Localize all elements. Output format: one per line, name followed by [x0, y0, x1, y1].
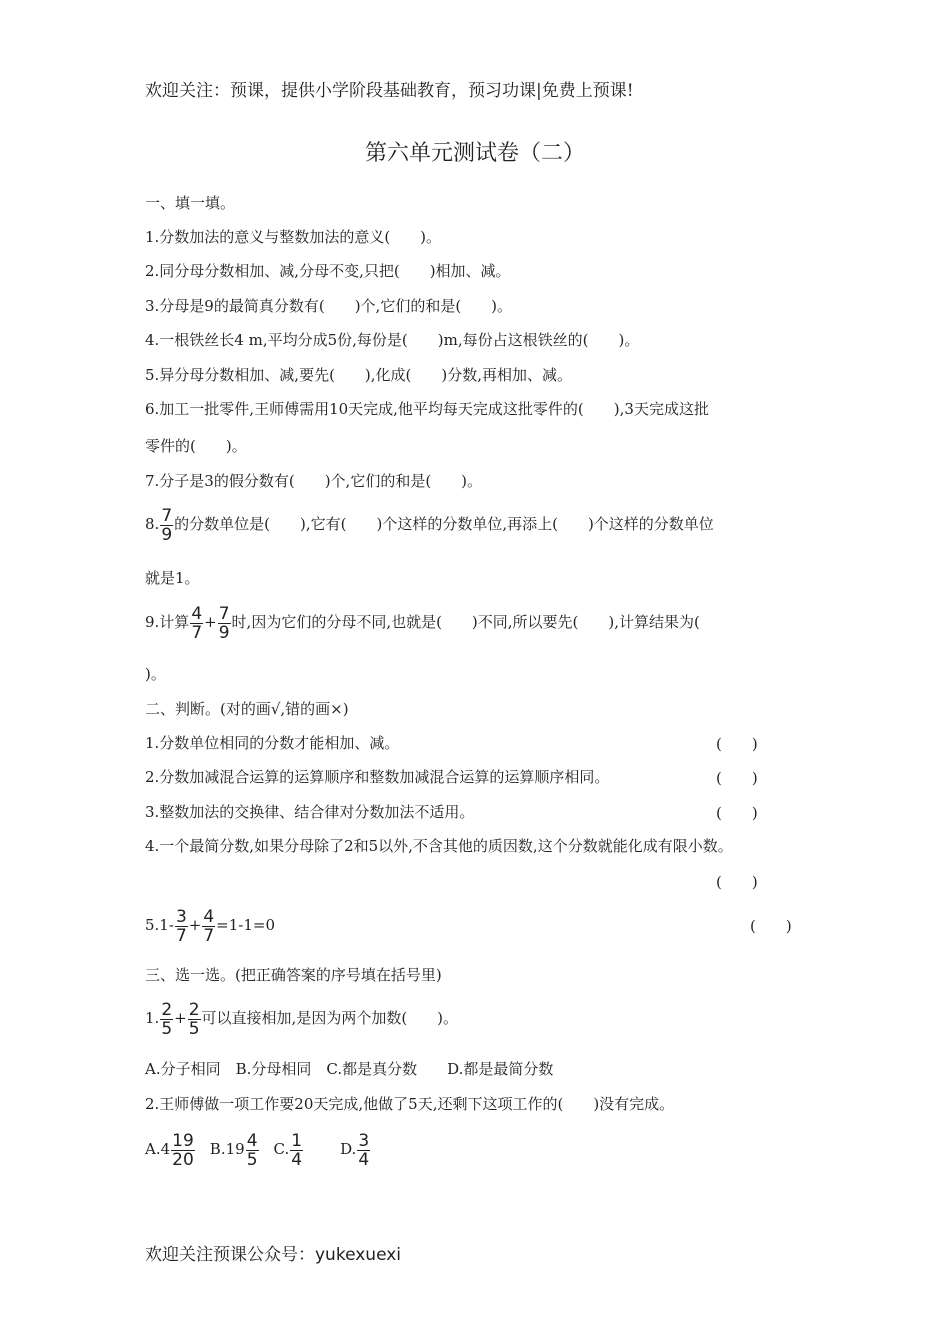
fraction-numerator: 4 [191, 603, 203, 624]
section2-heading: 二、判断。(对的画√,错的画×) [145, 700, 349, 718]
fraction-numerator: 19 [172, 1130, 194, 1151]
option-a-label: A.4 [145, 1140, 171, 1158]
fraction-numerator: 2 [161, 999, 173, 1020]
q9-rest: 时,因为它们的分母不同,也就是( )不同,所以要先( ),计算结果为( [231, 613, 700, 631]
answer-paren: ( ) [716, 873, 758, 891]
question-1-2: 2.同分母分数相加、减,分母不变,只把( )相加、减。 [145, 262, 511, 280]
fraction-numerator: 4 [203, 906, 215, 927]
question-1-3: 3.分母是9的最简真分数有( )个,它们的和是( )。 [145, 297, 513, 315]
section3-heading: 三、选一选。(把正确答案的序号填在括号里) [145, 966, 442, 984]
judge-1: 1.分数单位相同的分数才能相加、减。 [145, 734, 400, 752]
fraction-numerator: 4 [246, 1130, 258, 1151]
fraction-numerator: 7 [218, 603, 230, 624]
judge-5 [145, 905, 275, 945]
fraction-numerator: 2 [188, 999, 200, 1020]
fraction [218, 605, 231, 642]
question-1-8 [145, 505, 714, 544]
page-header: 欢迎关注：预课，提供小学阶段基础教育，预习功课|免费上预课! [145, 81, 634, 101]
judge-2: 2.分数加减混合运算的运算顺序和整数加减混合运算的运算顺序相同。 [145, 768, 610, 786]
c1-rest: 可以直接相加,是因为两个加数( )。 [201, 1009, 459, 1027]
fraction-numerator: 1 [291, 1130, 303, 1151]
question-1-6b: 零件的( )。 [145, 437, 247, 455]
fraction [160, 507, 173, 544]
fraction [190, 605, 203, 642]
option-b-label: B.19 [209, 1140, 245, 1158]
answer-paren: ( ) [716, 804, 758, 822]
fraction-denominator: 20 [172, 1149, 194, 1170]
question-1-5: 5.异分母分数相加、减,要先( ),化成( )分数,再相加、减。 [145, 366, 573, 384]
fraction-denominator: 4 [291, 1149, 303, 1170]
q8-rest: 的分数单位是( ),它有( )个这样的分数单位,再添上( )个这样的分数单位 [174, 515, 714, 533]
fraction [357, 1132, 370, 1169]
j5-prefix: 5.1- [145, 916, 174, 934]
fraction [188, 1001, 201, 1038]
question-1-9 [145, 603, 700, 642]
fraction-denominator: 7 [203, 925, 215, 946]
question-1-8b: 就是1。 [145, 569, 200, 587]
fraction-denominator: 4 [358, 1149, 370, 1170]
question-1-1: 1.分数加法的意义与整数加法的意义( )。 [145, 228, 442, 246]
fraction-numerator: 3 [358, 1130, 370, 1151]
fraction-denominator: 5 [246, 1149, 258, 1170]
plus-sign: + [204, 613, 217, 631]
fraction-denominator: 5 [188, 1018, 200, 1039]
c1-prefix: 1. [145, 1009, 160, 1027]
option-d-label: D. [340, 1140, 357, 1158]
fraction-denominator: 9 [161, 524, 173, 545]
question-1-6a: 6.加工一批零件,王师傅需用10天完成,他平均每天完成这批零件的( ),3天完成这批 [145, 400, 709, 418]
fraction-denominator: 5 [161, 1018, 173, 1039]
option-c-label: C. [273, 1140, 290, 1158]
fraction-denominator: 7 [191, 622, 203, 643]
question-1-7: 7.分子是3的假分数有( )个,它们的和是( )。 [145, 472, 483, 490]
fraction [202, 908, 215, 945]
fraction [171, 1132, 195, 1169]
answer-paren: ( ) [716, 735, 758, 753]
answer-paren: ( ) [750, 917, 792, 935]
question-1-9b: )。 [145, 665, 166, 683]
page-footer: 欢迎关注预课公众号：yukexuexi [145, 1245, 402, 1265]
choice-2: 2.王师傅做一项工作要20天完成,他做了5天,还剩下这项工作的( )没有完成。 [145, 1095, 675, 1113]
judge-4: 4.一个最简分数,如果分母除了2和5以外,不含其他的质因数,这个分数就能化成有限小数。 [145, 837, 733, 855]
fraction-numerator: 7 [161, 505, 173, 526]
section1-heading: 一、填一填。 [145, 194, 236, 212]
choice-1 [145, 998, 458, 1038]
choice-2-options [145, 1128, 371, 1170]
plus-sign: + [188, 916, 202, 934]
q8-prefix: 8. [145, 515, 160, 533]
question-1-4: 4.一根铁丝长4 m,平均分成5份,每份是( )m,每份占这根铁丝的( )。 [145, 331, 640, 349]
fraction [290, 1132, 303, 1169]
fraction [160, 1001, 173, 1038]
page-title: 第六单元测试卷（二） [364, 141, 585, 166]
fraction [246, 1132, 259, 1169]
fraction-denominator: 9 [218, 622, 230, 643]
judge-3: 3.整数加法的交换律、结合律对分数加法不适用。 [145, 803, 475, 821]
choice-1-options: A.分子相同 B.分母相同 C.都是真分数 D.都是最简分数 [145, 1060, 554, 1078]
fraction [175, 908, 188, 945]
fraction-numerator: 3 [175, 906, 187, 927]
answer-paren: ( ) [716, 769, 758, 787]
q9-prefix: 9.计算 [145, 613, 190, 631]
plus-sign: + [174, 1009, 187, 1027]
j5-rest: =1-1=0 [216, 916, 276, 934]
fraction-denominator: 7 [175, 925, 187, 946]
